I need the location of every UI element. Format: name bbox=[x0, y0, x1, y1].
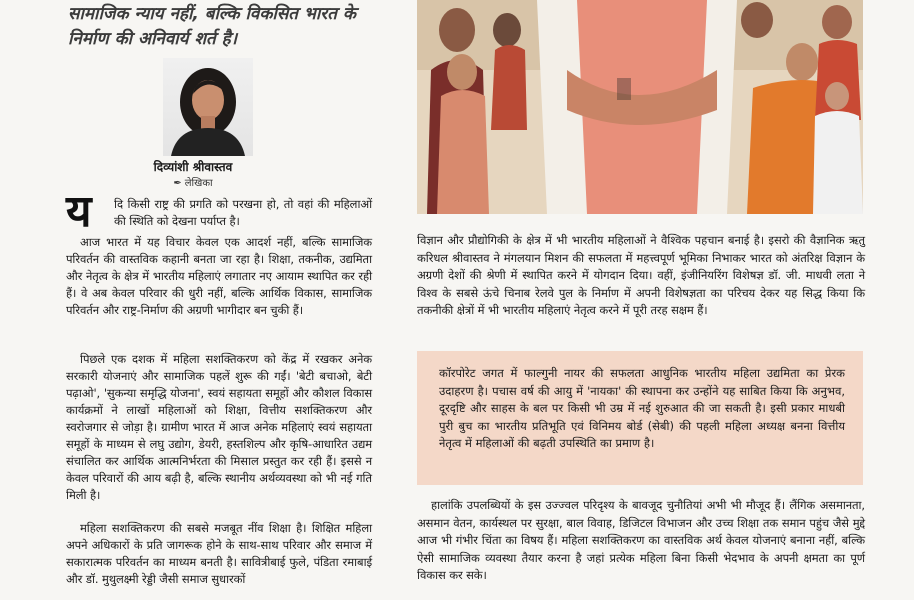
author-name: दिव्यांशी श्रीवास्तव bbox=[153, 160, 233, 174]
left-column bbox=[0, 0, 386, 600]
author-role-label: लेखिका bbox=[184, 178, 213, 189]
pen-icon: ✒ bbox=[173, 178, 182, 189]
women-group-illustration-icon bbox=[417, 0, 863, 214]
right-column bbox=[412, 0, 906, 600]
headline: सामाजिक न्याय नहीं, बल्कि विकसित भारत के निर्माण की अनिवार्य शर्त है। bbox=[68, 4, 356, 49]
paragraph-challenges: हालांकि उपलब्धियों के इस उज्ज्वल परिदृश्य के बावजूद चुनौतियां अभी भी मौजूद हैं। लैंगिक असमानता, असमान वेतन, कार्यस्थल पर सुरक्षा, बाल विवाह, डिजिटल विभाजन और उच्च शिक्षा तक समान पहुंच जैसे मुद्दे आज भी गंभीर चिंता का विषय हैं। महिला सशक्तिकरण का वास्तविक अर्थ केवल योजनाएं बनाना नहीं, बल्कि ऐसी सामाजिक व्यवस्था तैयार करना है जहां प्रत्येक महिला बिना किसी भेदभाव के अपनी क्षमता का पूर्ण विकास कर सके। bbox=[417, 498, 865, 582]
highlight-box bbox=[417, 351, 863, 485]
paragraph-2: आज भारत में यह विचार केवल एक आदर्श नहीं, बल्कि सामाजिक परिवर्तन की वास्तविक कहानी बनता जा रहा है। शिक्षा, तकनीक, उद्यमिता और नेतृत्व के क्षेत्र में भारतीय महिलाएं लगातार नए आयाम स्थापित कर रही हैं। वे अब केवल परिवार की धुरी नहीं, बल्कि आर्थिक विकास, सामाजिक परिवर्तन और राष्ट्र-निर्माण की अग्रणी भागीदार बन चुकी हैं। bbox=[66, 235, 372, 317]
author-photo bbox=[163, 58, 253, 156]
paragraph-science: विज्ञान और प्रौद्योगिकी के क्षेत्र में भी भारतीय महिलाओं ने वैश्विक पहचान बनाई है। इसरो की वैज्ञानिक ऋतु करिधल श्रीवास्तव ने मंगलयान मिशन की सफलता में महत्त्वपूर्ण भूमिका निभाकर भारत को अंतरिक्ष विज्ञान के अग्रणी देशों की श्रेणी में स्थापित करने में योगदान दिया। वहीं, इंजीनियरिंग विशेषज्ञ डॉ. जी. माधवी लता ने विश्व के सबसे ऊंचे चिनाब रेलवे पुल के निर्माण में अपनी विशेषज्ञता का परिचय देकर यह सिद्ध किया कि तकनीकी क्षेत्रों में भी भारतीय महिलाएं नेतृत्व करने में पूरी तरह सक्षम हैं। bbox=[417, 233, 865, 317]
illustration-women-group bbox=[417, 0, 863, 214]
paragraph-4: महिला सशक्तिकरण की सबसे मजबूत नींव शिक्षा है। शिक्षित महिला अपने अधिकारों के प्रति जागरूक होने के साथ-साथ परिवार और समाज में सकारात्मक परिवर्तन का माध्यम बनती है। सावित्रीबाई फुले, पंडिता रमाबाई और डॉ. मुथुलक्ष्मी रेड्डी जैसी समाज सुधारकों bbox=[66, 521, 372, 586]
paragraph-3: पिछले एक दशक में महिला सशक्तिकरण को केंद्र में रखकर अनेक सरकारी योजनाएं और सामाजिक पहलें शुरू की गईं। 'बेटी बचाओ, बेटी पढ़ाओ', 'सुकन्या समृद्धि योजना', स्वयं सहायता समूहों और कौशल विकास कार्यक्रमों ने लाखों महिलाओं को शिक्षा, वित्तीय सशक्तिकरण और स्वरोजगार से जोड़ा है। ग्रामीण भारत में आज अनेक महिलाएं स्वयं सहायता समूहों के माध्यम से लघु उद्योग, डेयरी, हस्तशिल्प और कृषि-आधारित उद्यम संचालित कर आर्थिक आत्मनिर्भरता की मिसाल प्रस्तुत कर रही हैं। इससे न केवल परिवारों की आय बढ़ी है, बल्कि स्थानीय अर्थव्यवस्था को भी नई गति मिली है। bbox=[66, 352, 372, 502]
highlight-text: कॉरपोरेट जगत में फाल्गुनी नायर की सफलता आधुनिक भारतीय महिला उद्यमिता का प्रेरक उदाहरण है। पचास वर्ष की आयु में 'नायका' की स्थापना कर उन्होंने यह साबित किया कि अनुभव, दूरदृष्टि और साहस के बल पर किसी भी उम्र में नई शुरुआत की जा सकती है। इसी प्रकार माधबी पुरी बुच का भारतीय प्रतिभूति एवं विनिमय बोर्ड (सेबी) की पहली महिला अध्यक्ष बनना वित्तीय नेतृत्व में महिलाओं की बढ़ती उपस्थिति का प्रमाण है। bbox=[439, 366, 845, 450]
paragraph-intro: दि किसी राष्ट्र की प्रगति को परखना हो, तो वहां की महिलाओं की स्थिति को देखना पर्याप्त है। bbox=[114, 197, 372, 228]
author-role bbox=[0, 175, 386, 189]
author-portrait-icon bbox=[163, 58, 253, 156]
drop-cap: य bbox=[66, 186, 92, 237]
